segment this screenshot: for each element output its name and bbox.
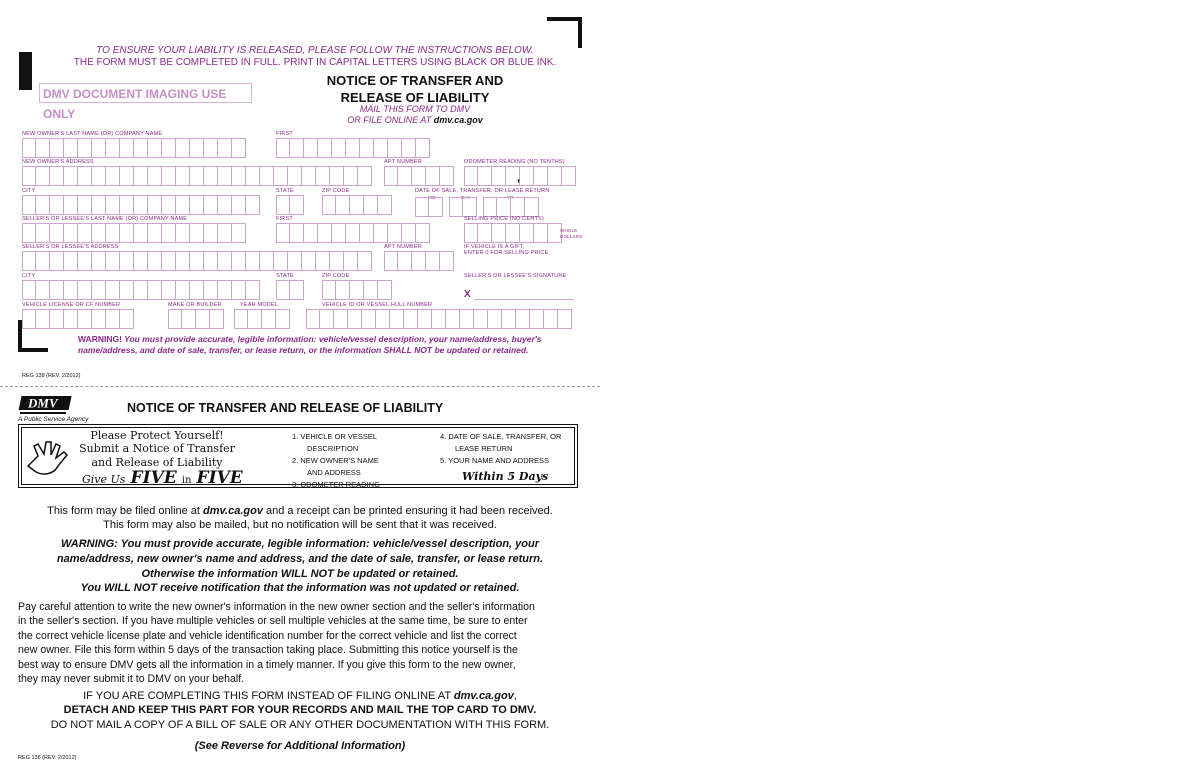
new-owner-city-field[interactable]	[22, 195, 260, 215]
instructions-line-1: TO ENSURE YOUR LIABILITY IS RELEASED, PLEASE FOLLOW THE INSTRUCTIONS BELOW.	[96, 45, 534, 56]
mail-line-1: MAIL THIS FORM TO DMV	[359, 104, 471, 114]
label-first-1: FIRST	[276, 131, 293, 137]
label-whole-2: DOLLARS	[560, 234, 583, 239]
five-in-five-box	[18, 424, 578, 488]
item-1b: DESCRIPTION	[307, 444, 359, 453]
label-city-1: CITY	[22, 188, 36, 194]
paragraph-1-line-2: This form may also be mailed, but no notification will be sent that it was received.	[103, 519, 497, 531]
warning-line-4: You WILL NOT receive notification that the information was not updated or retained.	[80, 582, 520, 594]
new-owner-state-field[interactable]	[276, 195, 304, 215]
bottom-form-number: REG 138 (REV. 2/2012)	[18, 755, 77, 761]
label-odometer: ODOMETER READING (NO TENTHS)	[464, 159, 565, 165]
label-signature: SELLER'S OR LESSEE'S SIGNATURE	[464, 273, 567, 279]
body-line-6: they may never submit it to DMV on your behalf.	[18, 673, 245, 686]
mail-line-2-url[interactable]: dmv.ca.gov	[433, 115, 483, 125]
registration-mark	[19, 52, 32, 90]
form-title-line-1: NOTICE OF TRANSFER AND	[326, 73, 504, 88]
label-apt-1: APT NUMBER	[384, 159, 422, 165]
five-1-text: FIVE	[130, 468, 177, 488]
item-4: 4. DATE OF SALE, TRANSFER, OR	[440, 432, 562, 441]
form-title-line-2: RELEASE OF LIABILITY	[340, 90, 490, 105]
label-state-2: STATE	[276, 273, 294, 279]
label-whole-1: WHOLE	[560, 228, 578, 233]
warning-line-3: Otherwise the information WILL NOT be updated or retained.	[141, 568, 459, 580]
label-make: MAKE OR BUILDER	[168, 302, 222, 308]
vin-field[interactable]	[306, 309, 572, 329]
new-owner-zip-field[interactable]	[322, 195, 392, 215]
label-new-owner-last: NEW OWNER'S LAST NAME (OR) COMPANY NAME	[22, 131, 163, 137]
date-year-field[interactable]	[483, 197, 539, 217]
see-reverse: (See Reverse for Additional Information)	[194, 740, 406, 752]
new-owner-address-field[interactable]	[22, 166, 372, 186]
agency-label: A Public Service Agency	[18, 416, 89, 423]
label-gift-1: IF VEHICLE IS A GIFT,	[464, 244, 525, 250]
seller-last-name-field[interactable]	[22, 223, 246, 243]
stub-title: NOTICE OF TRANSFER AND RELEASE OF LIABILITY	[127, 401, 444, 415]
body-line-2: in the seller's section. If you have multiple vehicles or sell multiple vehicles at the same time, be sure to enter	[18, 615, 528, 628]
dmv-logo-text: DMV	[28, 395, 58, 411]
bottom-stub	[0, 388, 600, 776]
body-line-5: best way to ensure DMV gets all the information in a timely manner. If you give this form to the new owner,	[18, 658, 516, 671]
body-line-3: the correct vehicle license plate and vehicle identification number for the correct vehicle and list the correct	[18, 629, 517, 642]
warning-line-2: name/address, new owner's name and address, and the date of sale, transfer, or lease return.	[56, 553, 544, 565]
body-paragraph	[18, 600, 588, 686]
plate-field[interactable]	[22, 309, 134, 329]
label-apt-2: APT NUMBER	[384, 244, 422, 250]
body-line-4: new owner. File this form within 5 days of the transaction taking place. Submitting this notice yourself is the	[18, 644, 518, 657]
new-owner-first-name-field[interactable]	[276, 138, 430, 158]
box-left-line-3: and Release of Liability	[91, 456, 223, 469]
top-warning	[78, 334, 568, 356]
date-month-field[interactable]	[415, 197, 443, 217]
perforation-line	[0, 386, 600, 387]
signature-line[interactable]	[474, 299, 574, 300]
five-2-text: FIVE	[196, 468, 243, 488]
seller-zip-field[interactable]	[322, 280, 392, 300]
label-new-owner-address: NEW OWNER'S ADDRESS	[22, 159, 94, 165]
label-plate: VEHICLE LICENSE OR CF NUMBER	[22, 302, 121, 308]
corner-mark-top-right	[547, 17, 582, 48]
seller-state-field[interactable]	[276, 280, 304, 300]
warning-line-1: WARNING: You must provide accurate, legible information: vehicle/vessel description, your	[60, 538, 539, 550]
label-seller-address: SELLER'S OR LESSEE'S ADDRESS	[22, 244, 119, 250]
selling-price-field[interactable]	[464, 223, 562, 243]
dmv-logo	[18, 394, 76, 416]
give-us-five-line	[82, 468, 262, 488]
give-us-text: Give Us	[82, 473, 126, 486]
closing-line-2: DETACH AND KEEP THIS PART FOR YOUR RECORDS AND MAIL THE TOP CARD TO DMV.	[63, 704, 537, 716]
item-2b: AND ADDRESS	[307, 468, 361, 477]
make-field[interactable]	[168, 309, 224, 329]
date-day-field[interactable]	[449, 197, 477, 217]
hand-icon	[24, 438, 74, 480]
odometer-comma: ,	[517, 172, 521, 184]
label-selling-price: SELLING PRICE (NO CENTS)	[464, 216, 544, 222]
top-warning-text-1: You must provide accurate, legible information: vehicle/vessel description, your name/address, buyer's	[121, 334, 542, 344]
item-2: 2. NEW OWNER'S NAME	[292, 456, 379, 465]
label-yr: YR	[507, 195, 514, 200]
new-owner-apt-field[interactable]	[384, 166, 454, 186]
closing-line-1	[0, 690, 600, 702]
top-warning-text-2: name/address, and date of sale, transfer, or lease return, or the information SHALL NOT be updated or retained.	[78, 345, 529, 355]
mail-line-2	[300, 115, 530, 125]
label-day: DAY	[461, 195, 471, 200]
item-4b: LEASE RETURN	[455, 444, 513, 453]
seller-first-name-field[interactable]	[276, 223, 430, 243]
seller-city-field[interactable]	[22, 280, 260, 300]
label-vin: VEHICLE ID OR VESSEL HULL NUMBER	[322, 302, 433, 308]
seller-address-field[interactable]	[22, 251, 372, 271]
year-field[interactable]	[234, 309, 290, 329]
imaging-use-box: DMV DOCUMENT IMAGING USE ONLY	[39, 83, 252, 103]
label-zip-2: ZIP CODE	[322, 273, 350, 279]
within-5-days: Within 5 Days	[462, 470, 549, 483]
label-seller-last: SELLER'S OR LESSEE'S LAST NAME (OR) COMPANY NAME	[22, 216, 188, 222]
top-form	[0, 0, 600, 385]
label-gift-2: ENTER 0 FOR SELLING PRICE	[464, 250, 549, 256]
closing-line-3: DO NOT MAIL A COPY OF A BILL OF SALE OR ANY OTHER DOCUMENTATION WITH THIS FORM.	[50, 719, 550, 731]
para1-a: This form may be filed online at	[47, 505, 204, 517]
closing-1b: ,	[513, 690, 517, 702]
closing-url[interactable]: dmv.ca.gov	[453, 690, 514, 702]
mail-line-2-prefix: OR FILE ONLINE AT	[347, 115, 432, 125]
label-year: YEAR MODEL	[240, 302, 279, 308]
item-5: 5. YOUR NAME AND ADDRESS	[440, 456, 550, 465]
para1-b: and a receipt can be printed ensuring it had been received.	[262, 505, 553, 517]
top-warning-bold: WARNING!	[78, 334, 122, 344]
signature-x: X	[464, 289, 471, 300]
label-state-1: STATE	[276, 188, 294, 194]
box-left-line-2: Submit a Notice of Transfer	[79, 442, 235, 455]
in-text: in	[181, 475, 192, 486]
para1-url[interactable]: dmv.ca.gov	[203, 505, 263, 517]
box-left-line-1: Please Protect Yourself!	[90, 429, 224, 442]
seller-apt-field[interactable]	[384, 251, 454, 271]
item-1: 1. VEHICLE OR VESSEL	[292, 432, 378, 441]
instructions-line-2: THE FORM MUST BE COMPLETED IN FULL. PRINT IN CAPITAL LETTERS USING BLACK OR BLUE INK.	[73, 57, 557, 68]
new-owner-last-name-field[interactable]	[22, 138, 246, 158]
item-3: 3. ODOMETER READING	[292, 480, 380, 489]
label-mo: MO	[428, 195, 436, 200]
top-form-number: REG 138 (REV. 2/2012)	[22, 373, 81, 379]
label-zip-1: ZIP CODE	[322, 188, 350, 194]
closing-1a: IF YOU ARE COMPLETING THIS FORM INSTEAD OF FILING ONLINE AT	[83, 690, 454, 702]
label-city-2: CITY	[22, 273, 36, 279]
label-first-2: FIRST	[276, 216, 293, 222]
body-line-1: Pay careful attention to write the new owner's information in the new owner section and the seller's information	[18, 601, 535, 613]
label-date-of-sale: DATE OF SALE, TRANSFER, OR LEASE RETURN	[415, 188, 550, 194]
paragraph-1-line-1	[0, 505, 600, 517]
